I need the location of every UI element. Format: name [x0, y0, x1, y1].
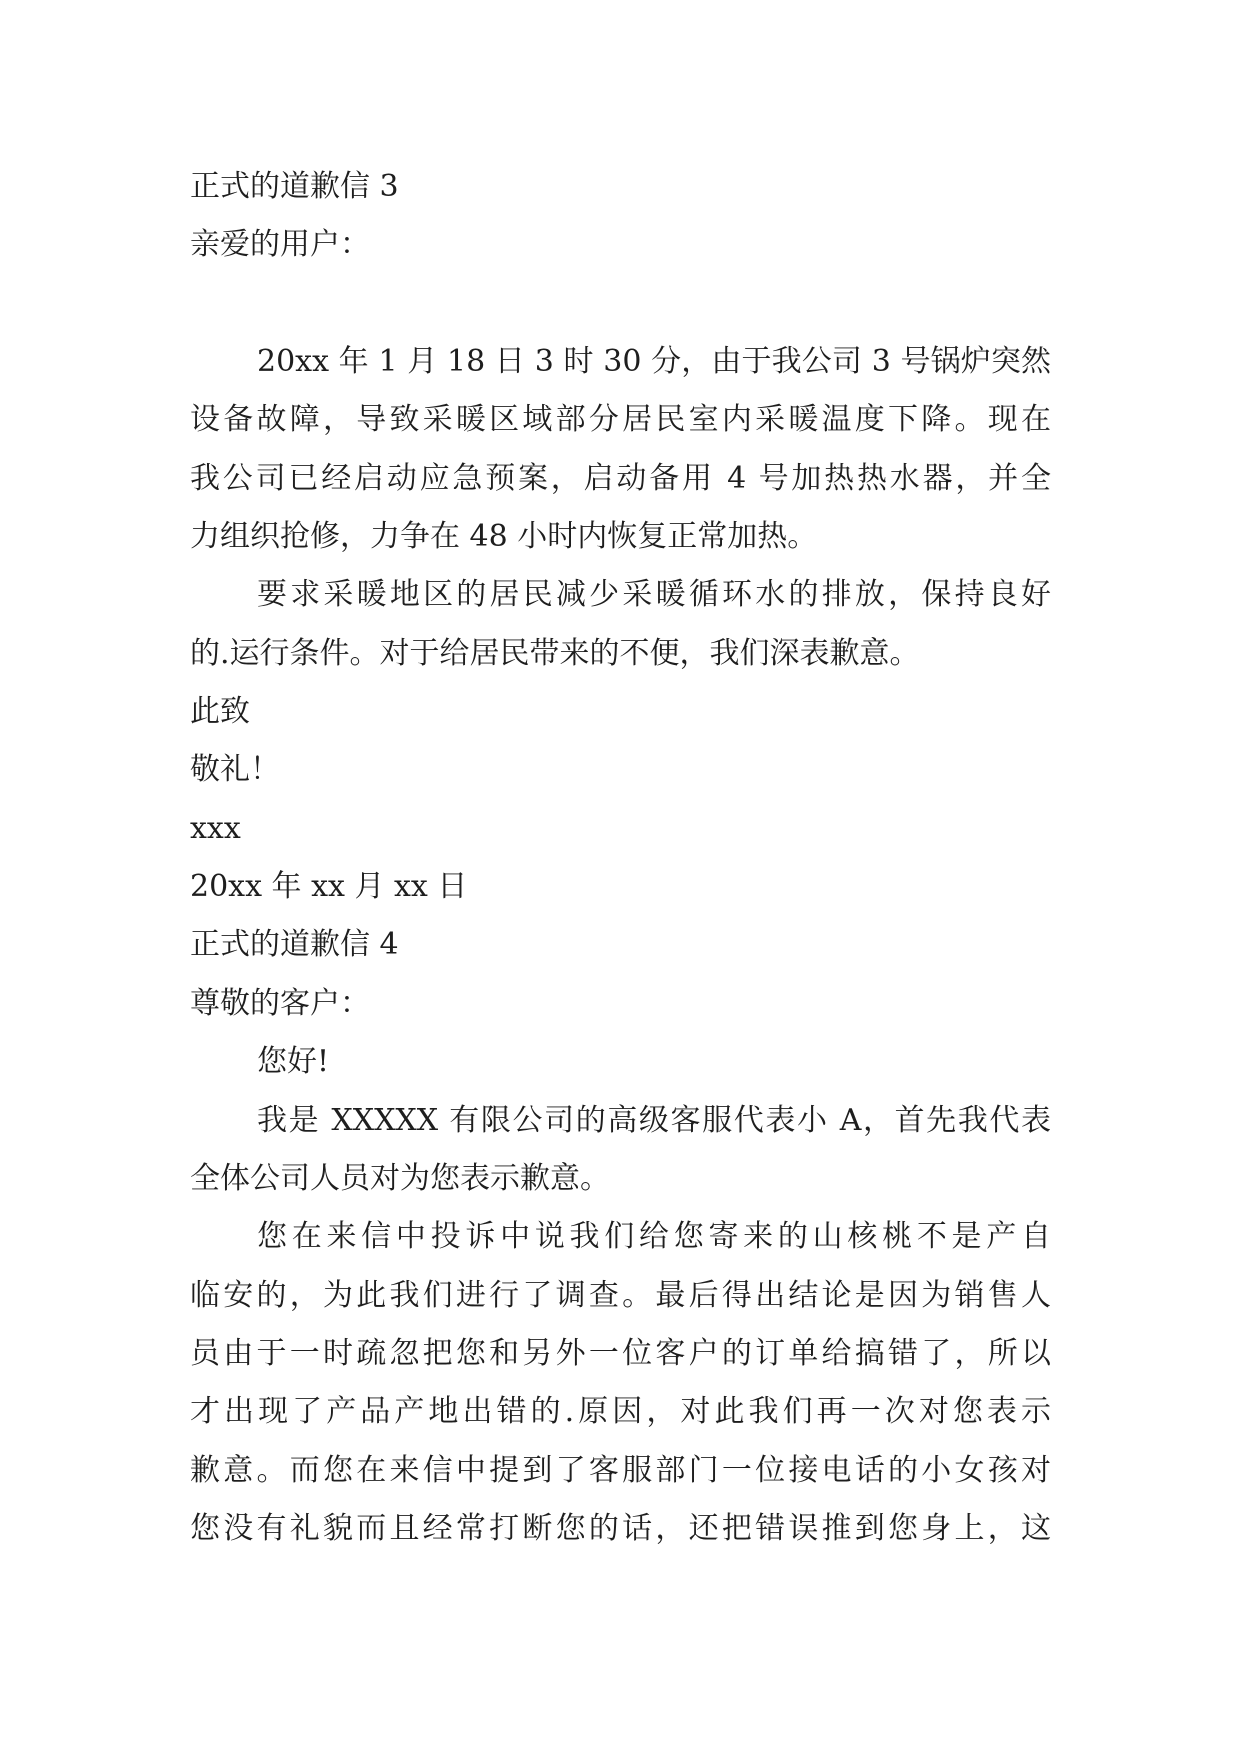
paragraph-line: 全体公司人员对为您表示歉意。	[190, 1160, 610, 1196]
letter-title: 正式的道歉信 4	[190, 927, 399, 963]
paragraph-line: 临安的，为此我们进行了调查。最后得出结论是因为销售人	[190, 1277, 1051, 1313]
paragraph-line: 歉意。而您在来信中提到了客服部门一位接电话的小女孩对	[190, 1452, 1051, 1488]
salutation: 尊敬的客户：	[190, 985, 370, 1021]
paragraph-line: 力组织抢修，力争在 48 小时内恢复正常加热。	[190, 519, 818, 555]
paragraph-line: 才出现了产品产地出错的.原因，对此我们再一次对您表示	[190, 1394, 1051, 1430]
date: 20xx 年 xx 月 xx 日	[190, 869, 468, 905]
regards: 敬礼！	[190, 752, 280, 788]
letter-title: 正式的道歉信 3	[190, 169, 399, 204]
salutation: 亲爱的用户：	[190, 227, 370, 263]
paragraph-line: 您没有礼貌而且经常打断您的话，还把错误推到您身上，这	[190, 1510, 1051, 1546]
paragraph	[190, 1092, 1051, 1209]
paragraph-line: 您在来信中投诉中说我们给您寄来的山核桃不是产自	[257, 1219, 1051, 1255]
paragraph-line: 的.运行条件。对于给居民带来的不便，我们深表歉意。	[190, 635, 920, 671]
document-body	[190, 158, 1051, 1558]
closing: 此致	[190, 694, 250, 730]
paragraph-line: 设备故障，导致采暖区域部分居民室内采暖温度下降。现在	[190, 402, 1051, 438]
paragraph	[190, 566, 1051, 683]
paragraph	[190, 333, 1051, 566]
signature: xxx	[190, 810, 241, 846]
paragraph-line: 员由于一时疏忽把您和另外一位客户的订单给搞错了，所以	[190, 1335, 1051, 1371]
paragraph-line: 我是 XXXXX 有限公司的高级客服代表小 A，首先我代表	[257, 1102, 1051, 1138]
blank-line	[190, 275, 1051, 333]
paragraph-line: 要求采暖地区的居民减少采暖循环水的排放，保持良好	[257, 577, 1051, 613]
paragraph-line: 我公司已经启动应急预案，启动备用 4 号加热热水器，并全	[190, 460, 1051, 496]
paragraph-line: 20xx 年 1 月 18 日 3 时 30 分，由于我公司 3 号锅炉突然	[257, 344, 1051, 380]
greeting: 您好!	[257, 1044, 330, 1080]
paragraph	[190, 1208, 1051, 1558]
